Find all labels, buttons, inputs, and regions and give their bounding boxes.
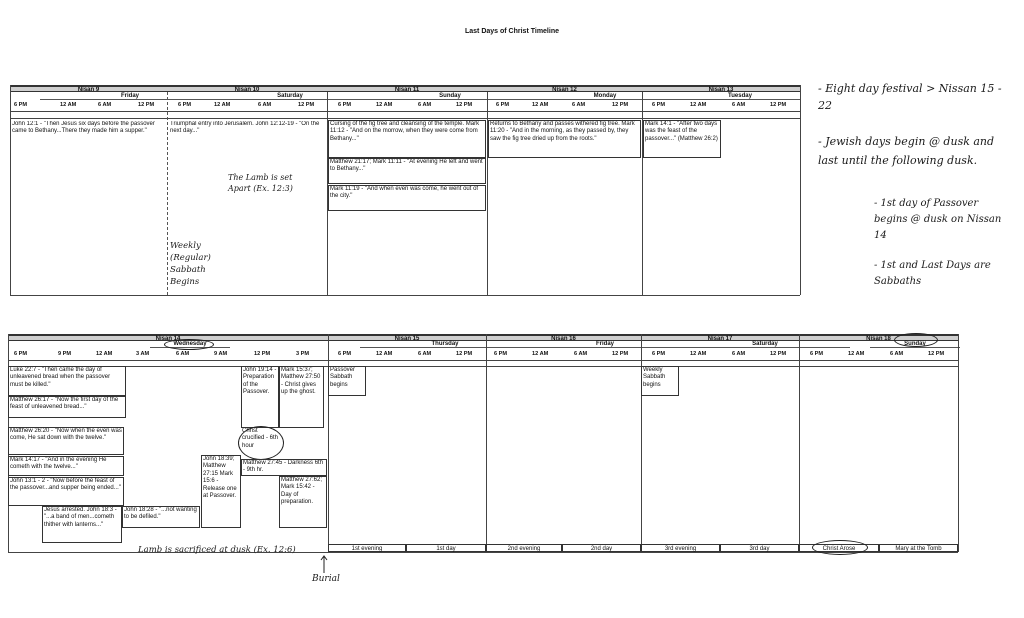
- event-3rd-evening: 3rd evening: [641, 544, 720, 552]
- circled-crucified: [238, 426, 284, 460]
- time-label: 12 AM: [376, 102, 393, 108]
- nisan-10-header: Nisan 10: [167, 86, 327, 92]
- note-cell: Mark 14:1 - "After two days was the feast of the passover..." (Matthew 26:2): [643, 120, 721, 158]
- note-cell: Returns to Bethany and passes withered fig tree. Mark 11:20 - "And in the morning, as they passed by, they saw the fig tree dried up from the roots.": [488, 120, 641, 158]
- time-label: 12 PM: [612, 351, 629, 357]
- time-label: 6 PM: [810, 351, 824, 357]
- day-thursday: Thursday: [360, 341, 530, 348]
- time-label: 12 AM: [532, 351, 549, 357]
- time-label: 6 PM: [14, 102, 28, 108]
- note-cell: Matthew 27:45 - Darkness 6th - 9th hr.: [241, 459, 327, 476]
- day-friday: Friday: [520, 341, 690, 348]
- circled-sunday: [894, 333, 938, 347]
- note-cell: Matthew 26:17 - "Now the first day of the feast of unleavened bread...": [8, 396, 126, 418]
- note-cell: Triumphal entry into Jerusalem. John 12:12-19 - "On the next day...": [169, 121, 325, 137]
- time-label: 12 PM: [770, 351, 787, 357]
- time-label: 6 PM: [178, 102, 192, 108]
- note-cell: Matthew 21:17; Mark 11:11 - "At evening He left and went to Bethany...": [328, 158, 486, 184]
- arrow-up-icon: [319, 555, 329, 573]
- time-label: 3 PM: [296, 351, 310, 357]
- time-label: 3 AM: [136, 351, 150, 357]
- note-cell: Mark 14:17 - "And in the evening He cometh with the twelve...": [8, 456, 124, 476]
- time-label: 6 AM: [176, 351, 190, 357]
- note-first-day: - 1st day of Passover begins @ dusk on Nissan 14: [874, 198, 1002, 241]
- note-cell: John 19:14 - Preparation of the Passover.: [241, 366, 279, 428]
- time-label: 12 AM: [376, 351, 393, 357]
- day-saturday: Saturday: [680, 341, 850, 348]
- circled-wednesday: [164, 339, 214, 350]
- time-label: 6 PM: [338, 102, 352, 108]
- note-cell: John 18:39; Matthew 27:15 Mark 15:6 - Release one at Passover.: [201, 455, 241, 528]
- nisan-15-header: Nisan 15: [328, 335, 486, 341]
- time-label: 6 PM: [496, 102, 510, 108]
- time-label: 6 AM: [572, 102, 586, 108]
- note-jewish-days: - Jewish days begin @ dusk and last until the following dusk.: [818, 135, 995, 167]
- handwritten-annotation: The Lamb is set Apart (Ex. 12:3): [228, 173, 293, 193]
- note-cell: Passover Sabbath begins: [328, 366, 366, 396]
- day-tuesday: Tuesday: [680, 93, 800, 100]
- nisan-9-header: Nisan 9: [10, 86, 167, 92]
- note-cell: Matthew 27:62; Mark 15:42 - Day of preparation.: [279, 476, 327, 528]
- time-label: 6 AM: [732, 351, 746, 357]
- note-cell: Cursing of the fig tree and cleansing of the temple. Mark 11:12 - "And on the morrow, when they were come from Bethany...": [328, 120, 486, 158]
- event-2nd-evening: 2nd evening: [486, 544, 562, 552]
- day-sunday: Sunday: [360, 93, 540, 100]
- note-cell: Mark 11:19 - "And when even was come, he went out of the city.": [328, 185, 486, 211]
- time-label: 6 PM: [652, 102, 666, 108]
- note-cell: Jesus arrested. John 18:3 - "...a band of men...cometh thither with lanterns...": [42, 506, 122, 543]
- time-label: 12 PM: [298, 102, 315, 108]
- time-label: 12 AM: [60, 102, 77, 108]
- nisan-13-header: Nisan 13: [642, 86, 800, 92]
- time-label: 12 AM: [96, 351, 113, 357]
- day-saturday: Saturday: [200, 93, 380, 100]
- time-label: 9 AM: [214, 351, 228, 357]
- time-label: 6 AM: [418, 102, 432, 108]
- handwritten-annotation: Weekly (Regular) Sabbath Begins: [170, 241, 211, 287]
- note-cell: Weekly Sabbath begins: [641, 366, 679, 396]
- event-3rd-day: 3rd day: [720, 544, 799, 552]
- time-label: 12 AM: [690, 102, 707, 108]
- time-label: 12 AM: [690, 351, 707, 357]
- time-label: 6 AM: [258, 102, 272, 108]
- time-label: 6 PM: [494, 351, 508, 357]
- note-cell: John 13:1 - 2 - "Now before the feast of the passover...and supper being ended...": [8, 477, 124, 506]
- note-festival: - Eight day festival > Nissan 15 - 22: [818, 82, 1002, 112]
- page-title: Last Days of Christ Timeline: [464, 28, 559, 35]
- nisan-18-header: Nisan 18: [799, 335, 958, 341]
- nisan-11-header: Nisan 11: [327, 86, 487, 92]
- handwritten-annotation: Burial: [312, 574, 340, 584]
- time-label: 6 AM: [98, 102, 112, 108]
- time-label: 6 AM: [890, 351, 904, 357]
- time-label: 12 PM: [928, 351, 945, 357]
- time-label: 12 AM: [532, 102, 549, 108]
- event-mary-at-tomb: Mary at the Tomb: [879, 544, 958, 552]
- event-1st-evening: 1st evening: [328, 544, 406, 552]
- note-cell: John 18:28 - "...not wanting to be defiled.": [122, 506, 200, 528]
- handwritten-annotation: Lamb is sacrificed at dusk (Ex. 12:6): [138, 545, 296, 555]
- note-cell: Matthew 26:20 - "Now when the even was come, He sat down with the twelve.": [8, 427, 124, 455]
- nisan-12-header: Nisan 12: [487, 86, 642, 92]
- circled-christ-arose: [812, 540, 868, 555]
- day-wednesday: Wednesday: [150, 341, 230, 348]
- time-label: 12 PM: [770, 102, 787, 108]
- time-label: 12 PM: [456, 351, 473, 357]
- time-label: 6 AM: [418, 351, 432, 357]
- day-sunday: Sunday: [870, 341, 960, 348]
- event-2nd-day: 2nd day: [562, 544, 641, 552]
- note-cell: Christ crucified - 6th hour: [241, 428, 281, 456]
- time-label: 6 PM: [652, 351, 666, 357]
- time-label: 12 AM: [848, 351, 865, 357]
- note-sabbaths: - 1st and Last Days are Sabbaths: [874, 260, 991, 287]
- time-label: 12 PM: [456, 102, 473, 108]
- time-label: 12 PM: [254, 351, 271, 357]
- day-friday: Friday: [40, 93, 220, 100]
- event-christ-arose: Christ Arose: [799, 544, 879, 552]
- day-monday: Monday: [520, 93, 690, 100]
- note-cell: John 12:1 - "Then Jesus six days before the passover came to Bethany...There they made him a supper.": [11, 121, 161, 151]
- time-label: 6 AM: [574, 351, 588, 357]
- note-cell: Luke 22:7 - "Then came the day of unleavened bread when the passover must be killed.": [8, 366, 126, 396]
- time-label: 6 AM: [732, 102, 746, 108]
- time-label: 6 PM: [14, 351, 28, 357]
- time-label: 12 AM: [214, 102, 231, 108]
- note-cell: Mark 15:37; Matthew 27:50 - Christ gives up the ghost.: [279, 366, 324, 428]
- time-label: 6 PM: [338, 351, 352, 357]
- nisan-16-header: Nisan 16: [486, 335, 641, 341]
- time-label: 12 PM: [138, 102, 155, 108]
- time-label: 9 PM: [58, 351, 72, 357]
- nisan-17-header: Nisan 17: [641, 335, 799, 341]
- event-1st-day: 1st day: [406, 544, 486, 552]
- nisan-14-header: Nisan 14: [8, 335, 328, 341]
- time-label: 12 PM: [612, 102, 629, 108]
